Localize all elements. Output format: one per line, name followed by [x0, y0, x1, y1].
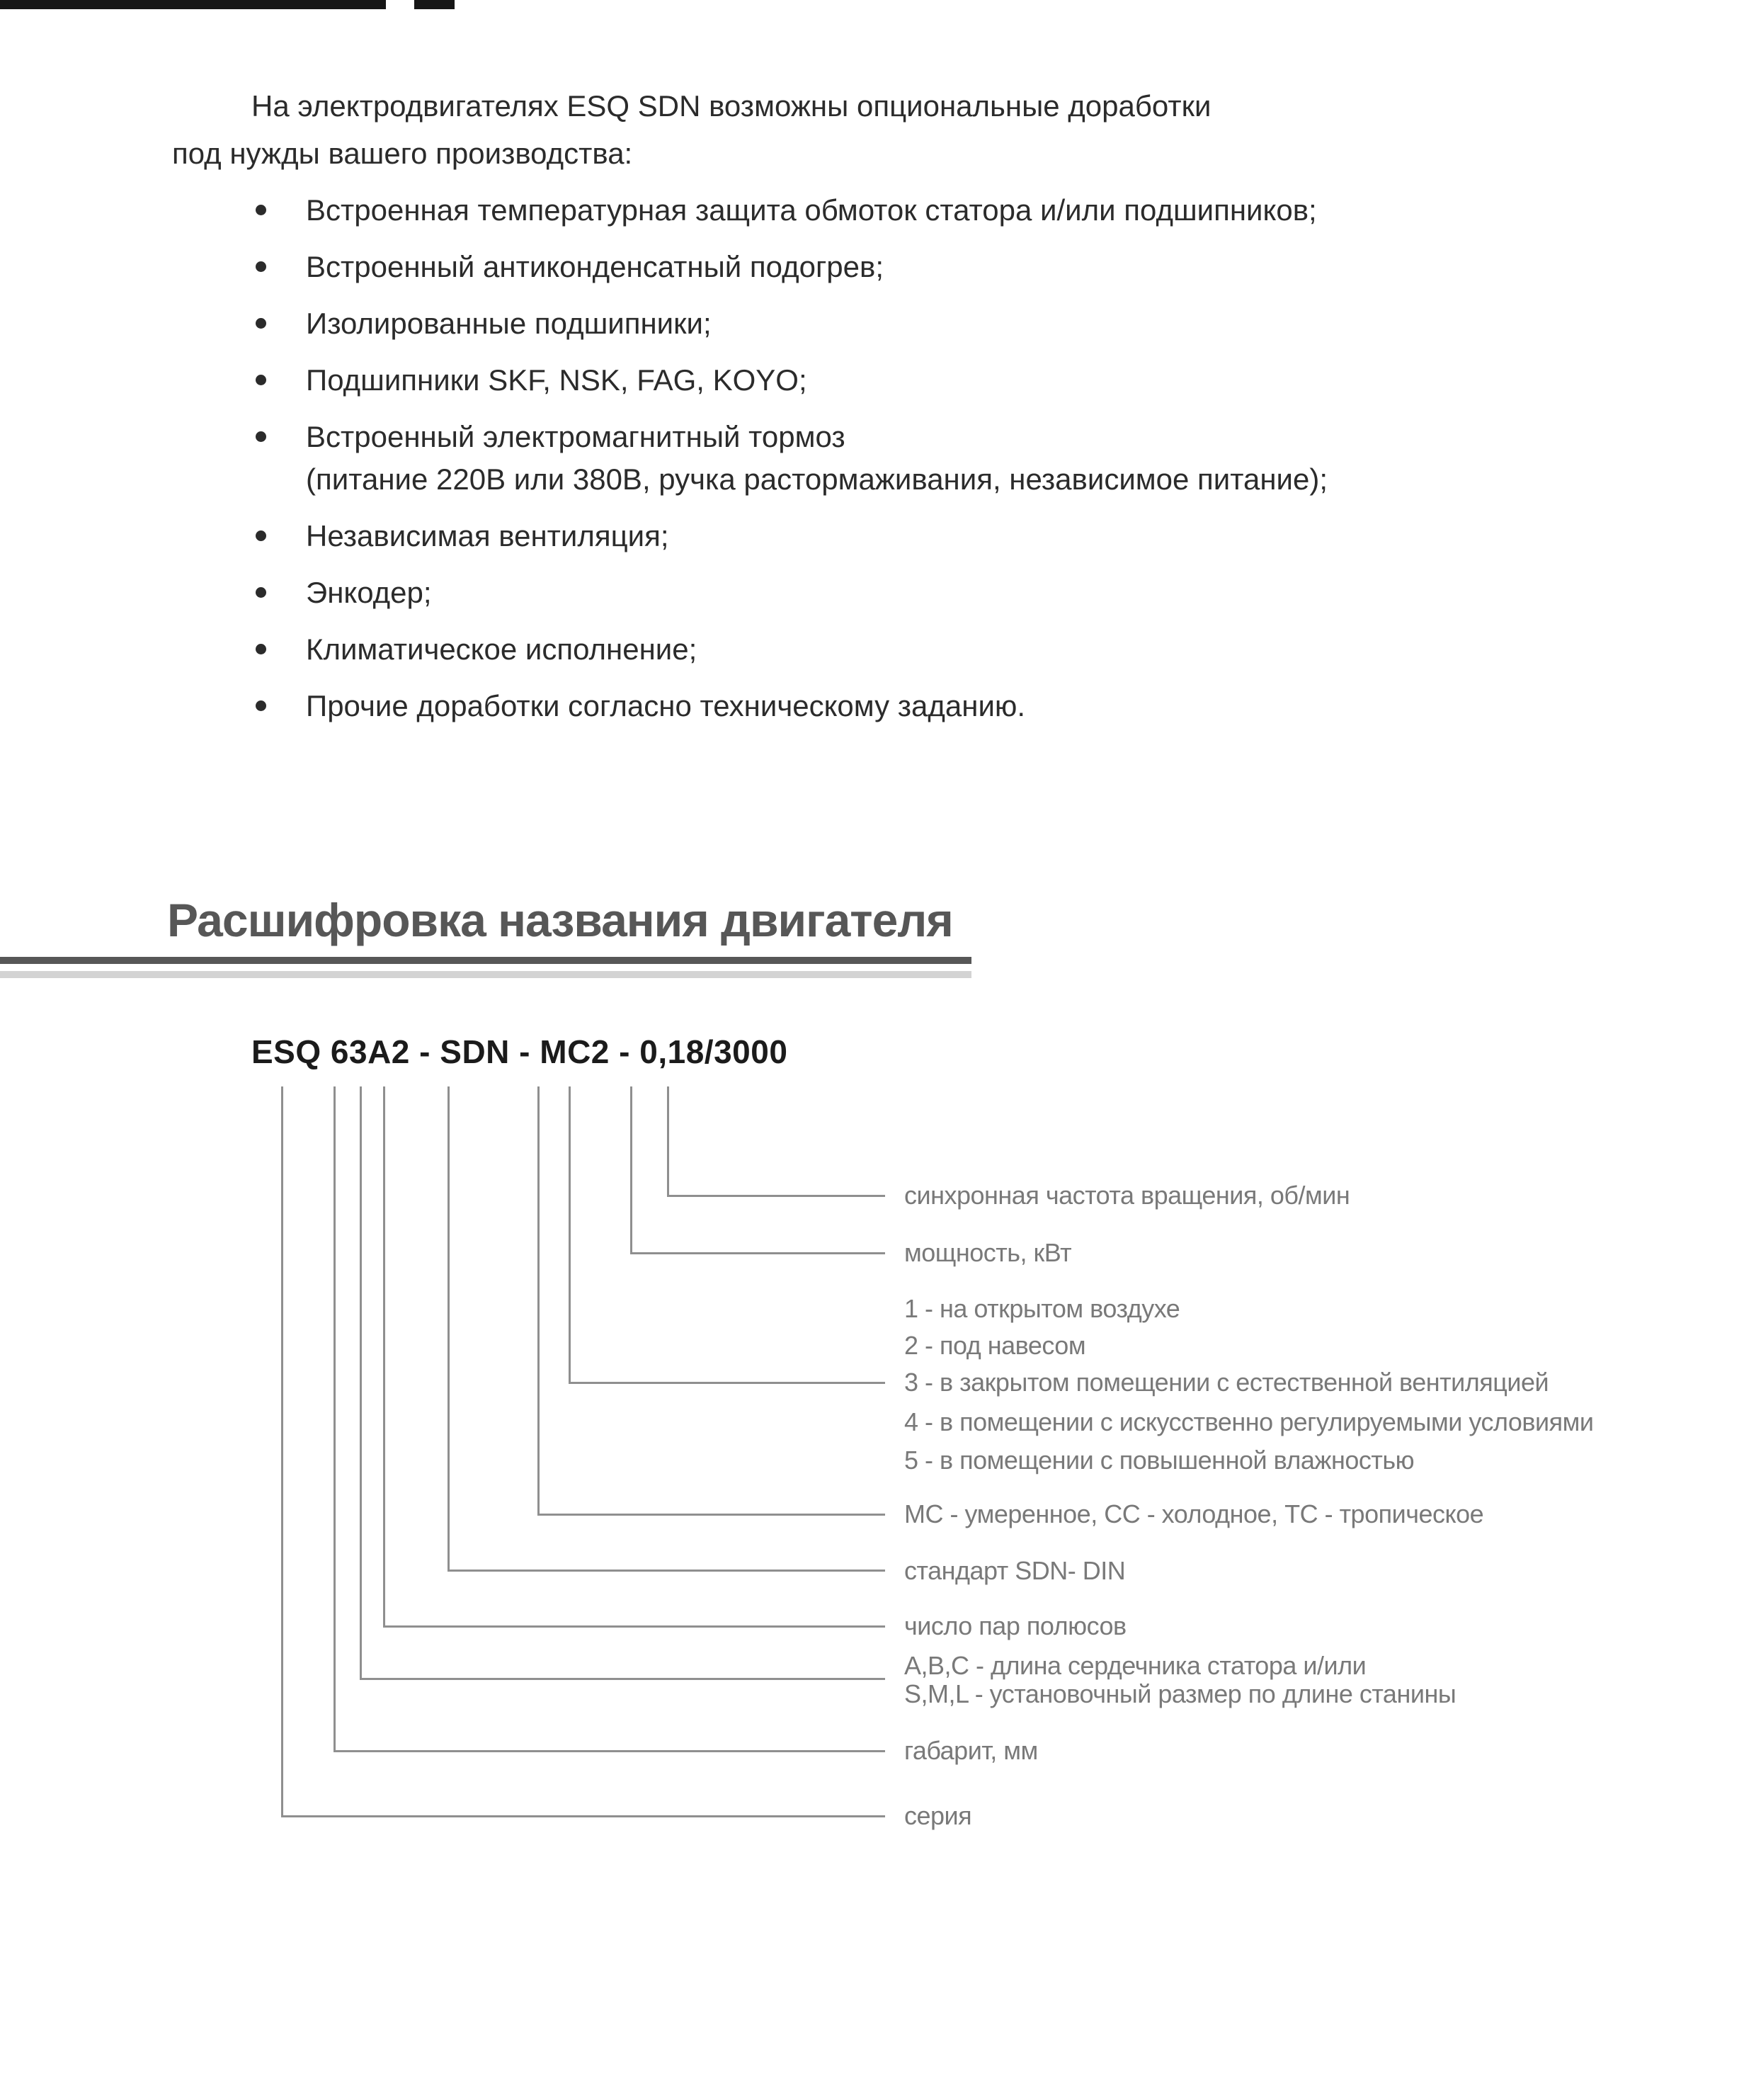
top-edge-bar-small: [414, 0, 455, 9]
label-placement-1: 1 - на открытом воздухе: [904, 1294, 1180, 1323]
label-placement-5: 5 - в помещении с повышенной влажностью: [904, 1446, 1415, 1475]
bullet-icon: [256, 587, 266, 598]
label-standard: стандарт SDN- DIN: [904, 1556, 1126, 1585]
intro-paragraph: [172, 82, 1447, 177]
list-item: [256, 302, 1544, 345]
list-item-text: Встроенный антиконденсатный подогрев;: [306, 250, 884, 283]
list-item-text: Независимая вентиляция;: [306, 519, 669, 552]
bullet-icon: [256, 700, 266, 711]
motor-code: ESQ 63A2 - SDN - MC2 - 0,18/3000: [251, 1033, 788, 1070]
label-core-length-line-1: A,B,C - длина сердечника статора и/или: [904, 1651, 1367, 1680]
heading-rule-light: [0, 971, 971, 978]
intro-line-1: На электродвигателях ESQ SDN возможны опциональные доработки: [251, 89, 1211, 123]
label-core-length-line-2: S,M,L - установочный размер по длине станины: [904, 1679, 1456, 1708]
label-poles: число пар полюсов: [904, 1611, 1127, 1640]
intro-line-2: под нужды вашего производства:: [172, 137, 633, 170]
connector-core-vline: [360, 1086, 362, 1680]
section-title: Расшифровка названия двигателя: [167, 894, 953, 946]
list-item: [256, 189, 1544, 232]
connector-frequency-hline: [667, 1195, 885, 1197]
connector-placement-vline: [569, 1086, 571, 1384]
label-core-length: [904, 1652, 1456, 1708]
list-item-text: Встроенная температурная защита обмоток статора и/или подшипников;: [306, 193, 1317, 227]
list-item: [256, 246, 1544, 288]
connector-poles-hline: [383, 1625, 885, 1628]
bullet-icon: [256, 375, 266, 385]
bullet-icon: [256, 205, 266, 215]
list-item: [256, 515, 1544, 557]
bullet-icon: [256, 318, 266, 329]
label-size: габарит, мм: [904, 1736, 1038, 1765]
list-item-text: Подшипники SKF, NSK, FAG, KOYO;: [306, 363, 807, 397]
connector-core-hline: [360, 1678, 885, 1680]
list-item-text: Прочие доработки согласно техническому заданию.: [306, 689, 1026, 722]
list-item-text: Встроенный электромагнитный тормоз: [306, 420, 845, 453]
label-series: серия: [904, 1801, 972, 1830]
label-placement-3: 3 - в закрытом помещении с естественной вентиляцией: [904, 1368, 1549, 1397]
connector-climate-vline: [537, 1086, 540, 1516]
connector-series-vline: [281, 1086, 283, 1817]
connector-size-vline: [333, 1086, 336, 1752]
label-frequency: синхронная частота вращения, об/мин: [904, 1181, 1350, 1210]
connector-size-hline: [333, 1750, 885, 1752]
bullet-icon: [256, 530, 266, 541]
label-placement-4: 4 - в помещении с искусственно регулируемыми условиями: [904, 1407, 1594, 1436]
label-placement-2: 2 - под навесом: [904, 1331, 1086, 1360]
connector-climate-hline: [537, 1514, 885, 1516]
list-item: [256, 416, 1544, 501]
bullet-icon: [256, 644, 266, 654]
list-item-text: (питание 220В или 380В, ручка растормаживания, независимое питание);: [306, 462, 1328, 496]
connector-poles-vline: [383, 1086, 385, 1628]
list-item-text: Климатическое исполнение;: [306, 632, 697, 666]
top-edge-bar: [0, 0, 386, 9]
connector-placement-hline: [569, 1382, 885, 1384]
connector-power-vline: [630, 1086, 632, 1254]
connector-series-hline: [281, 1815, 885, 1817]
connector-standard-hline: [447, 1570, 885, 1572]
connector-frequency-vline: [667, 1086, 669, 1197]
list-item-text: Энкодер;: [306, 576, 432, 609]
list-item: [256, 359, 1544, 402]
heading-rule-dark: [0, 957, 971, 964]
bullet-icon: [256, 431, 266, 442]
options-list: [256, 189, 1544, 742]
list-item: [256, 628, 1544, 671]
connector-power-hline: [630, 1252, 885, 1254]
label-power: мощность, кВт: [904, 1238, 1072, 1267]
list-item-text: Изолированные подшипники;: [306, 307, 712, 340]
list-item: [256, 685, 1544, 727]
connector-standard-vline: [447, 1086, 450, 1572]
bullet-icon: [256, 261, 266, 272]
list-item: [256, 572, 1544, 614]
label-climate: МС - умеренное, СС - холодное, ТС - тропическое: [904, 1499, 1484, 1528]
